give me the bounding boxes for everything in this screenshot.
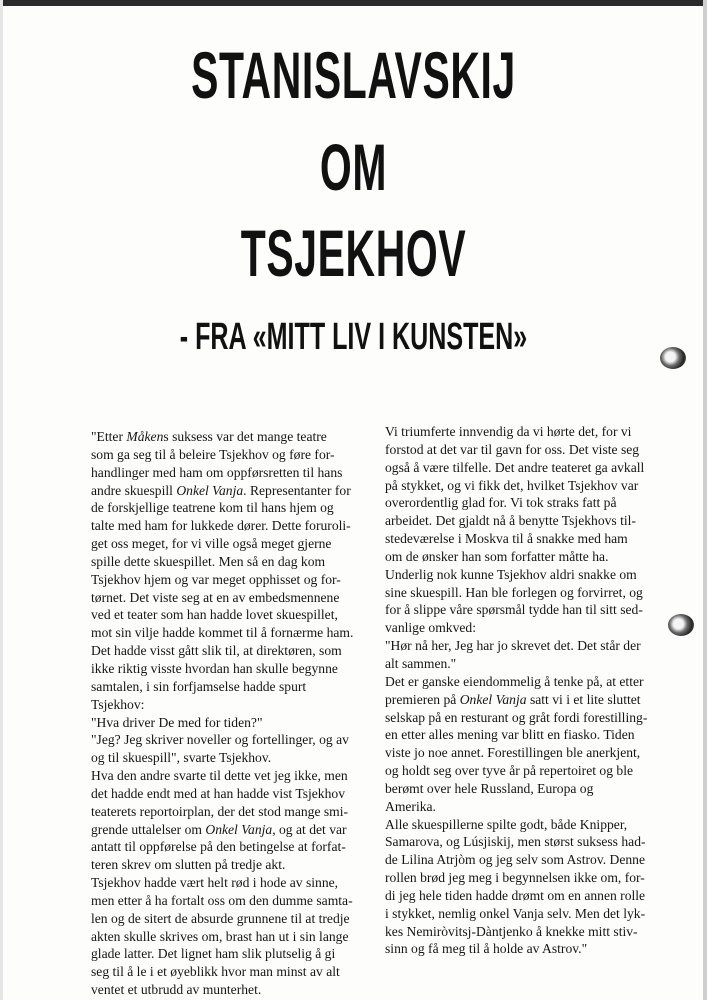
text-line: teaterets reportoirplan, der det stod mange smi- <box>91 803 349 819</box>
scan-edge-left <box>0 0 3 1000</box>
text-line: get oss meget, for vi ville også meget gjerne <box>91 536 332 552</box>
punch-hole-icon <box>660 347 686 369</box>
text-line: forstod at det var til gavn for oss. Det viste seg <box>385 441 640 457</box>
text-line: de forskjellige teatrene kom til hans hjem og <box>91 500 334 516</box>
text-line: i stykket, nemlig onkel Vanja selv. Men det lyk- <box>385 905 646 921</box>
text-line: arbeidet. Det gjaldt nå å benytte Tsjekhovs til- <box>385 513 636 529</box>
text-line: tørnet. Det viste seg at en av embedsmennene <box>91 589 340 605</box>
text-line: andre skuespill Onkel Vanja. Representanter for <box>91 482 351 498</box>
text-line: Underlig nok kunne Tsjekhov aldri snakke om <box>385 566 637 582</box>
text-line: Det hadde visst gått slik til, at direktøren, som <box>91 643 342 659</box>
text-line: også å være tilfelle. Det andre teateret ga avkall <box>385 459 645 475</box>
text-line: premieren på Onkel Vanja satt vi i et lite sluttet <box>385 691 641 707</box>
text-line: "Hør nå her, Jeg har jo skrevet det. Det står der <box>385 638 641 654</box>
title-line-3: TSJEKHOV <box>240 216 467 290</box>
text-line: sine skuespill. Han ble forlegen og forvirret, og <box>385 584 643 600</box>
text-line: Tsjekhov hadde vært helt rød i hode av sinne, <box>91 875 339 891</box>
text-line: selskap på en resturant og gråt fordi forestilling- <box>385 709 648 725</box>
text-line: teren skrev om slutten på tredje akt. <box>91 857 286 873</box>
left-text-column <box>91 428 371 999</box>
text-line: for å slippe våre spørsmål tydde han til sitt sed- <box>385 602 643 618</box>
text-line: Tsjekhov hjem og var meget opphisset og for- <box>91 571 341 587</box>
text-line: rollen brød jeg meg i begynnelsen ikke om, for- <box>385 870 645 886</box>
text-line: ved et teater som han hadde lovet skuespillet, <box>91 607 338 623</box>
text-line: men etter å ha fortalt oss om den dumme samta- <box>91 892 353 908</box>
text-line: Det er ganske eiendommelig å tenke på, at etter <box>385 673 644 689</box>
text-line: handlinger med ham om oppførsretten til hans <box>91 464 343 480</box>
right-text-column <box>385 423 660 958</box>
text-line: en etter alles mening var blitt en fiasko. Tiden <box>385 727 635 743</box>
text-line: som ga seg til å beleire Tsjekhov og føre for- <box>91 446 335 462</box>
text-line: len og de sitert de absurde grunnene til at tredje <box>91 910 350 926</box>
title-line-1: STANISLAVSKIJ <box>191 38 516 112</box>
text-line: "Jeg? Jeg skriver noveller og fortellinger, og av <box>91 732 349 748</box>
text-line: talte med ham for lukkede dører. Dette foruroli- <box>91 518 351 534</box>
text-line: glade latter. Det lignet ham slik plutselig å gi <box>91 946 336 962</box>
text-line: og til skuespill", svarte Tsjekhov. <box>91 750 272 766</box>
text-line: Amerika. <box>385 798 436 814</box>
text-line: seg til å le i et øyeblikk hvor man minst av alt <box>91 964 340 980</box>
title-line-2: OM <box>319 130 388 204</box>
scan-edge-right <box>703 0 707 1000</box>
text-line: spille dette skuespillet. Men så en dag kom <box>91 553 326 569</box>
text-line: samtalen, i sin forfjamselse hadde spurt <box>91 678 307 694</box>
text-line: "Hva driver De med for tiden?" <box>91 714 263 730</box>
text-line: alt sammen." <box>385 655 457 671</box>
text-line: di jeg hele tiden hadde drømt om en annen rolle <box>385 887 646 903</box>
text-line: antatt til oppførelse på den betingelse at forfat- <box>91 839 346 855</box>
text-line: "Etter Måkens suksess var det mange teatre <box>91 429 327 444</box>
punch-hole-icon <box>668 614 694 636</box>
text-line: Tsjekhov: <box>91 696 145 712</box>
text-line: sinn og få meg til å holde av Astrov." <box>385 941 588 957</box>
text-line: Alle skuespillerne spilte godt, både Knipper, <box>385 816 628 832</box>
text-line: stedeværelse i Moskva til å snakke med ham <box>385 531 628 547</box>
scan-edge-top <box>0 0 707 6</box>
text-line: Samarova, og Lúsjiskij, men størst suksess had- <box>385 834 646 850</box>
subtitle: - FRA «MITT LIV I KUNSTEN» <box>179 316 528 358</box>
text-line: Hva den andre svarte til dette vet jeg ikke, men <box>91 768 348 784</box>
text-line: og holdt seg over tyve år på repertoiret og ble <box>385 763 633 779</box>
text-line: viste jo noe annet. Forestillingen ble anerkjent, <box>385 745 641 761</box>
text-line: berømt over hele Russland, Europa og <box>385 780 594 796</box>
text-line: på stykket, og vi fikk det, hvilket Tsjekhov var <box>385 477 639 493</box>
text-line: kes Nemiròvitsj-Dàntjenko å knekke mitt stiv- <box>385 923 638 939</box>
text-line: vanlige omkved: <box>385 620 476 636</box>
text-line: ventet et utbrudd av munterhet. <box>91 982 262 998</box>
text-line: mot sin vilje hadde kommet til å fornærme ham. <box>91 625 354 641</box>
text-line: ikke riktig visste hvordan han skulle begynne <box>91 660 338 676</box>
text-line: de Lilina Atrjòm og jeg selv som Astrov. Denne <box>385 852 646 868</box>
text-line: om de ønsker han som forfatter måtte ha. <box>385 548 609 564</box>
text-line: akten skulle skrives om, brast han ut i sin lange <box>91 928 349 944</box>
text-line: Vi triumferte innvendig da vi hørte det, for vi <box>385 424 632 439</box>
text-line: det hadde endt med at han hadde vist Tsjekhov <box>91 785 345 801</box>
text-line: overordentlig glad for. Vi tok straks fatt på <box>385 495 617 511</box>
text-line: grende uttalelser om Onkel Vanja, og at det var <box>91 821 347 837</box>
